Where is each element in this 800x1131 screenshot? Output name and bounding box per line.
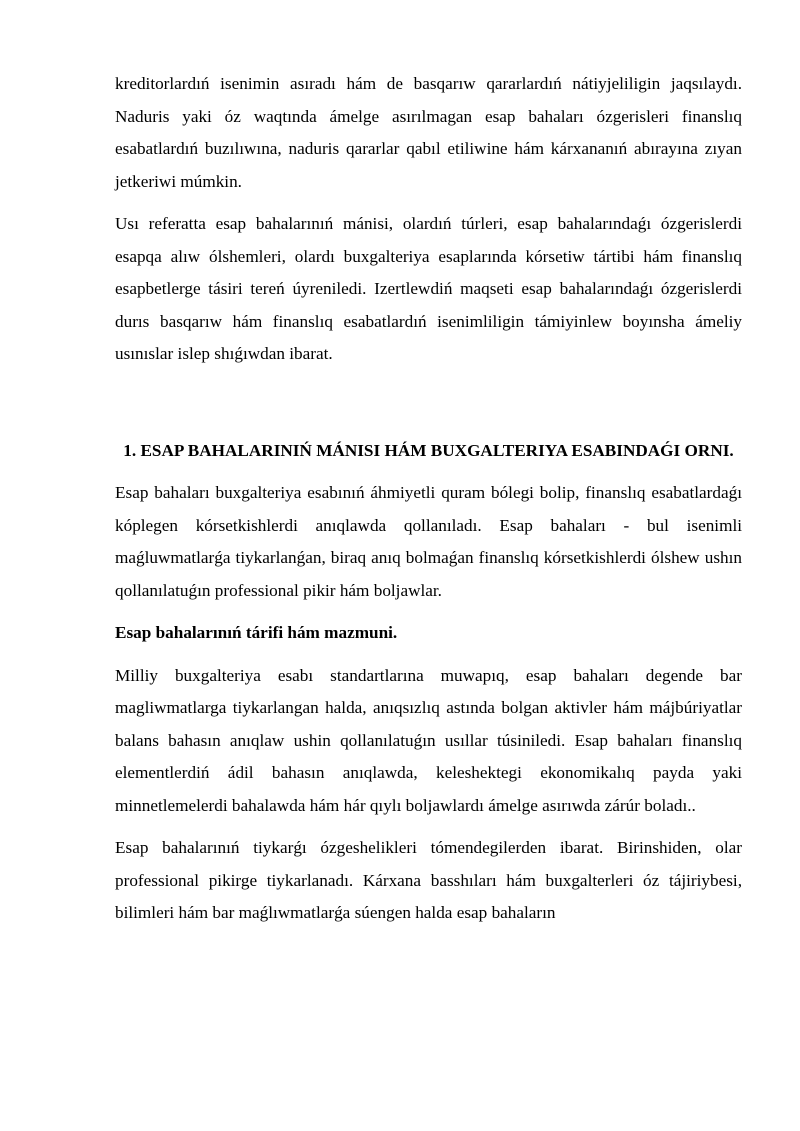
subsection-heading: Esap bahalarınıń tárifi hám mazmuni. (115, 623, 398, 642)
section-heading: 1. ESAP BAHALARINIŃ MÁNISI HÁM BUXGALTERIYA ESABINDAǴI ORNI. (123, 440, 734, 460)
paragraph-referat-purpose: Usı referatta esap bahalarınıń mánisi, olardıń túrleri, esap bahalarındaǵı ózgerislerdi esapqa alıw ólshemleri, olardı buxgalteriya esaplarında kórsetiw tártibi hám finanslıq esapbetlerge tásiri tereń úyreniledi. Izertlewdiń maqseti esap bahalarındaǵı ózgerislerdi durıs basqarıw hám finanslıq esabatlardıń isenimliligin támiyinlew boyınsha ámeliy usınıslar islep shıǵıwdan ibarat. (115, 214, 742, 363)
paragraph-intro-continuation: kreditorlardıń isenimin asıradı hám de basqarıw qararlardıń nátiyjeliligin jaqsılaydı. Naduris yaki óz waqtında ámelge asırılmagan esap bahaları ózgerisleri finanslıq esabatlardıń buzılıwına, naduris qararlar qabıl etiliwine hám kárxananıń abırayına zıyan jetkeriwi múmkin. (115, 74, 742, 191)
paragraph-definition: Milliy buxgalteriya esabı standartlarına muwapıq, esap bahaları degende bar magliwmatlarga tiykarlangan halda, anıqsızlıq astında bolgan aktivler hám májbúriyatlar balans bahasın anıqlaw ushin qollanılatuǵın usıllar túsiniledi. Esap bahaları finanslıq elementlerdiń ádil bahasın anıqlawda, keleshektegi ekonomikalıq payda yaki minnetlemelerdi bahalawda hám hár qıylı boljawlardı ámelge asırıwda zárúr boladı.. (115, 665, 742, 815)
paragraph-section-intro: Esap bahaları buxgalteriya esabınıń áhmiyetli quram bólegi bolip, finanslıq esabatlardaǵı kóplegen kórsetkishlerdi anıqlawda qollanıladı. Esap bahaları - bul isenimli maǵluwmatlarǵa tiykarlanǵan, biraq anıq bolmaǵan finanslıq kórsetkishlerdi ólshew ushın qollanılatuǵın professional pikir hám boljawlar. (115, 483, 742, 600)
paragraph-features: Esap bahalarınıń tiykarǵı ózgeshelikleri tómendegilerden ibarat. Birinshiden, olar professional pikirge tiykarlanadı. Kárxana basshıları hám buxgalterleri óz tájiriybesi, bilimleri hám bar maǵlıwmatlarǵa súengen halda esap bahaların (115, 838, 742, 922)
document-page (115, 68, 742, 930)
